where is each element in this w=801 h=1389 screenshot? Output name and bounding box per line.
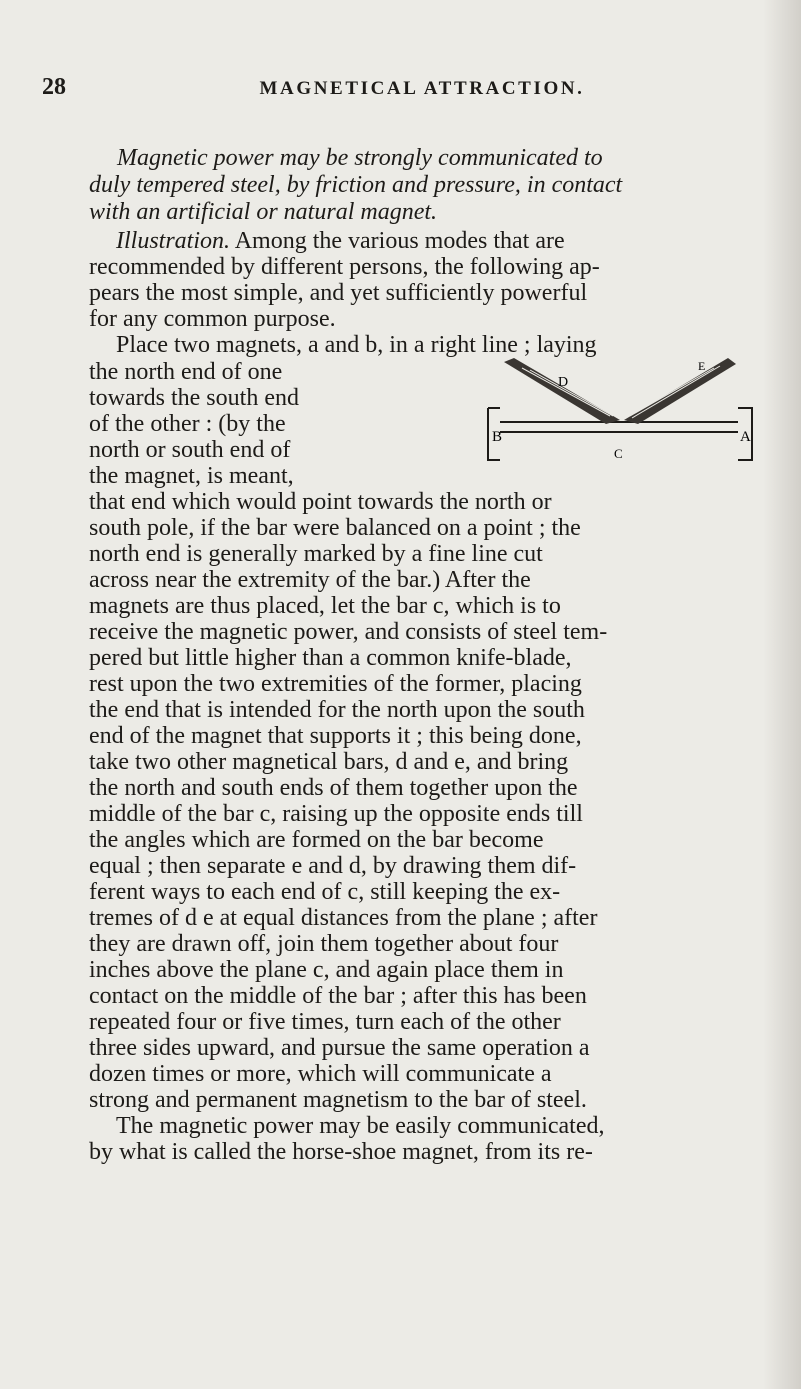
body-line: end of the magnet that supports it ; this being done,	[89, 723, 582, 749]
body-line: the north and south ends of them together upon the	[89, 775, 578, 801]
body-line: The magnetic power may be easily communicated,	[116, 1113, 605, 1139]
body-line: north end is generally marked by a fine line cut	[89, 541, 543, 567]
paragraph-line: pears the most simple, and yet sufficiently powerful	[89, 280, 588, 306]
bar-e	[624, 358, 736, 424]
body-line: that end which would point towards the north or	[89, 489, 552, 515]
illustration-lead: Illustration.	[116, 228, 231, 254]
body-line: ferent ways to each end of c, still keeping the ex-	[89, 879, 561, 905]
label-a: A	[740, 429, 751, 445]
body-line: pered but little higher than a common knife-blade,	[89, 645, 572, 671]
body-line: dozen times or more, which will communicate a	[89, 1061, 552, 1087]
body-line: rest upon the two extremities of the former, placing	[89, 671, 582, 697]
paragraph-line: for any common purpose.	[89, 306, 336, 332]
body-line: equal ; then separate e and d, by drawing them dif-	[89, 853, 577, 879]
body-line: magnets are thus placed, let the bar c, which is to	[89, 593, 561, 619]
wrapped-line: the magnet, is meant,	[89, 463, 294, 489]
intro-line: with an artificial or natural magnet.	[89, 199, 438, 225]
body-line: strong and permanent magnetism to the bar of steel.	[89, 1087, 587, 1113]
wrapped-line: towards the south end	[89, 385, 299, 411]
magnet-figure	[470, 358, 770, 468]
body-line: across near the extremity of the bar.) After the	[89, 567, 531, 593]
body-line: take two other magnetical bars, d and e, and bring	[89, 749, 569, 775]
body-line: tremes of d e at equal distances from the plane ; after	[89, 905, 598, 931]
running-head: MAGNETICAL ATTRACTION.	[259, 78, 585, 99]
intro-line: duly tempered steel, by friction and pressure, in contact	[89, 172, 623, 198]
body-line: inches above the plane c, and again place them in	[89, 957, 564, 983]
body-line: the end that is intended for the north upon the south	[89, 697, 585, 723]
illustration-line	[116, 228, 565, 255]
paragraph-line: recommended by different persons, the following ap-	[89, 254, 600, 280]
body-line: they are drawn off, join them together about four	[89, 931, 559, 957]
body-line: middle of the bar c, raising up the opposite ends till	[89, 801, 583, 827]
body-line: south pole, if the bar were balanced on a point ; the	[89, 515, 581, 541]
body-line: three sides upward, and pursue the same operation a	[89, 1035, 590, 1061]
body-line: by what is called the horse-shoe magnet, from its re-	[89, 1139, 593, 1165]
paragraph-line: Place two magnets, a and b, in a right line ; laying	[116, 332, 597, 358]
label-b: B	[492, 429, 503, 445]
intro-line: Magnetic power may be strongly communicated to	[117, 145, 603, 171]
label-e: E	[698, 359, 706, 373]
body-line: receive the magnetic power, and consists of steel tem-	[89, 619, 608, 645]
page-number: 28	[42, 74, 66, 100]
label-c: C	[614, 446, 623, 461]
wrapped-line: north or south end of	[89, 437, 291, 463]
magnet-diagram	[470, 358, 770, 468]
body-line: contact on the middle of the bar ; after this has been	[89, 983, 587, 1009]
label-d: D	[558, 375, 569, 390]
illustration-rest: Among the various modes that are	[230, 228, 565, 254]
body-line: the angles which are formed on the bar become	[89, 827, 544, 853]
wrapped-line: the north end of one	[89, 359, 283, 385]
page-header	[42, 74, 762, 114]
wrapped-line: of the other : (by the	[89, 411, 286, 437]
body-line: repeated four or five times, turn each of the other	[89, 1009, 561, 1035]
page-edge-shadow	[763, 0, 801, 1389]
bar-d	[504, 358, 620, 424]
